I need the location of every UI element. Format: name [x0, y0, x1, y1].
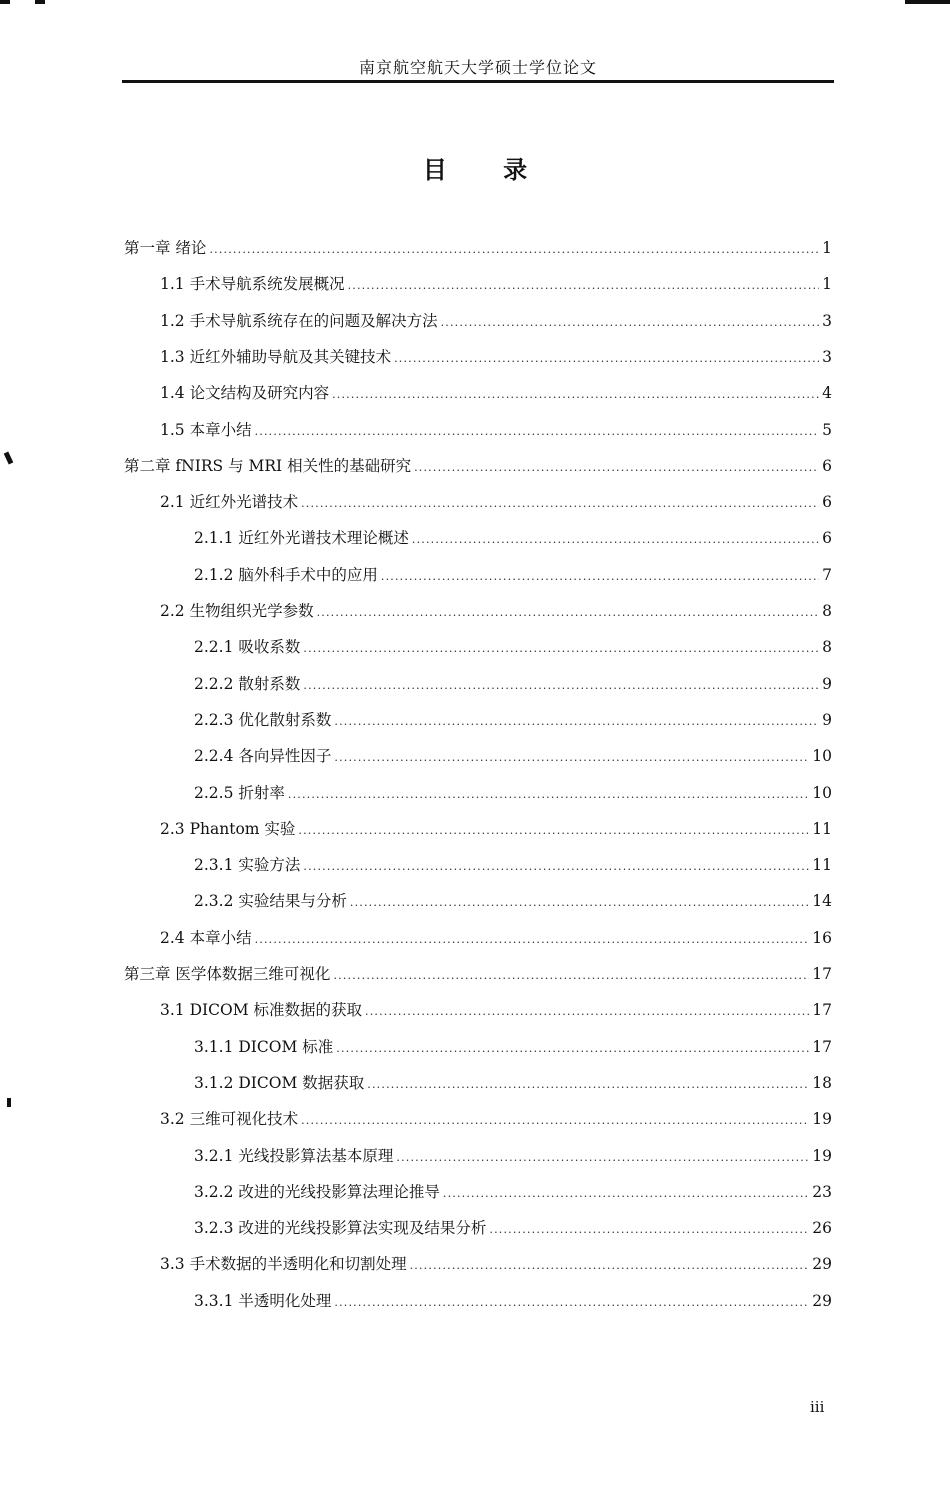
page-number: iii: [810, 1398, 825, 1416]
toc-entry-page: 11: [812, 856, 832, 875]
toc-entry-label: 2.3.1 实验方法: [194, 856, 301, 875]
toc-entry-page: 9: [822, 710, 832, 729]
toc-entry-label: 2.4 本章小结: [160, 928, 252, 947]
toc-entry[interactable]: [124, 781, 832, 805]
toc-entry-label: 2.2.1 吸收系数: [194, 638, 301, 657]
toc-entry-label: 2.2.5 折射率: [194, 783, 285, 802]
toc-entry[interactable]: [124, 381, 832, 405]
toc-leader-dots: [333, 964, 809, 988]
toc-entry[interactable]: [124, 272, 832, 296]
toc-title: 目 录: [422, 155, 552, 184]
toc-entry-page: 19: [812, 1146, 832, 1165]
toc-entry-page: 11: [812, 819, 832, 838]
toc-leader-dots: [209, 238, 819, 262]
toc-entry[interactable]: [124, 853, 832, 877]
toc-entry-label: 1.1 手术导航系统发展概况: [160, 275, 345, 294]
toc-leader-dots: [394, 347, 819, 371]
toc-entry-label: 第二章 fNIRS 与 MRI 相关性的基础研究: [124, 456, 412, 475]
toc-entry-label: 第三章 医学体数据三维可视化: [124, 965, 331, 983]
toc-entry-page: 29: [812, 1255, 832, 1274]
toc-entry[interactable]: [124, 418, 832, 442]
toc-entry-page: 16: [812, 928, 832, 947]
toc-entry-page: 8: [822, 602, 832, 620]
toc-entry-label: 3.1.2 DICOM 数据获取: [194, 1073, 365, 1092]
toc-entry[interactable]: [124, 490, 832, 514]
toc-entry-label: 3.1.1 DICOM 标准: [194, 1037, 334, 1056]
toc-entry-label: 2.1.1 近红外光谱技术理论概述: [194, 529, 409, 548]
toc-entry-page: 3: [822, 311, 832, 330]
toc-entry-page: 1: [822, 275, 832, 294]
toc-entry[interactable]: [124, 454, 832, 478]
toc-entry-label: 1.3 近红外辅助导航及其关键技术: [160, 347, 392, 366]
toc-entry-page: 18: [812, 1073, 832, 1092]
toc-leader-dots: [301, 1109, 809, 1133]
toc-leader-dots: [441, 311, 820, 335]
toc-leader-dots: [334, 710, 819, 734]
toc-leader-dots: [489, 1218, 809, 1242]
toc-entry-page: 19: [812, 1110, 832, 1129]
toc-entry-label: 3.2.2 改进的光线投影算法理论推导: [194, 1182, 440, 1201]
toc-leader-dots: [298, 819, 809, 843]
toc-entry[interactable]: [124, 672, 832, 696]
toc-entry-label: 3.3 手术数据的半透明化和切割处理: [160, 1255, 407, 1274]
toc-entry-label: 3.2.3 改进的光线投影算法实现及结果分析: [194, 1219, 487, 1238]
toc-entry-label: 3.1 DICOM 标准数据的获取: [160, 1001, 362, 1020]
toc-entry[interactable]: [124, 563, 832, 587]
toc-entry[interactable]: [124, 1035, 832, 1059]
toc-entry[interactable]: [124, 889, 832, 913]
toc-entry-label: 2.3.2 实验结果与分析: [194, 892, 347, 911]
toc-entry-page: 4: [822, 384, 832, 403]
toc-entry-page: 29: [812, 1291, 832, 1310]
toc-leader-dots: [334, 1291, 809, 1315]
toc-leader-dots: [367, 1073, 809, 1097]
toc-entry-page: 17: [812, 1001, 832, 1020]
toc-leader-dots: [336, 1037, 809, 1061]
toc-leader-dots: [365, 1000, 809, 1024]
toc-leader-dots: [348, 274, 820, 298]
toc-entry-label: 2.2 生物组织光学参数: [160, 602, 314, 620]
toc-entry[interactable]: [124, 1107, 832, 1131]
toc-leader-dots: [350, 891, 809, 915]
toc-entry-page: 6: [822, 493, 832, 512]
toc-entry-page: 8: [822, 638, 832, 657]
toc-entry[interactable]: [124, 309, 832, 333]
toc-leader-dots: [288, 783, 809, 807]
toc-leader-dots: [303, 674, 819, 698]
toc-entry-page: 3: [822, 347, 832, 366]
toc-entry-page: 1: [822, 239, 832, 257]
toc-entry[interactable]: [124, 744, 832, 768]
toc-entry-page: 5: [822, 420, 832, 439]
toc-entry[interactable]: [124, 962, 832, 986]
toc-leader-dots: [414, 456, 819, 480]
toc-entry[interactable]: [124, 817, 832, 841]
toc-entry[interactable]: [124, 1289, 832, 1313]
toc-leader-dots: [303, 637, 819, 661]
toc-entry-label: 3.2 三维可视化技术: [160, 1110, 299, 1129]
toc-entry-label: 第一章 绪论: [124, 239, 207, 257]
scan-mark-1: [0, 0, 10, 4]
toc-entry[interactable]: [124, 926, 832, 950]
running-header: 南京航空航天大学硕士学位论文: [358, 58, 597, 77]
toc-entry-label: 2.2.2 散射系数: [194, 674, 301, 693]
toc-entry-page: 7: [822, 565, 832, 584]
scan-mark-2: [35, 0, 45, 4]
toc-entry[interactable]: [124, 599, 832, 623]
toc-entry-label: 3.2.1 光线投影算法基本原理: [194, 1146, 394, 1165]
toc-entry-label: 2.1 近红外光谱技术: [160, 493, 299, 512]
toc-entry-label: 2.1.2 脑外科手术中的应用: [194, 565, 378, 584]
toc-entry[interactable]: [124, 236, 832, 260]
toc-entry-page: 23: [812, 1182, 832, 1201]
toc-entry-page: 26: [812, 1219, 832, 1238]
toc-entry[interactable]: [124, 1252, 832, 1276]
toc-leader-dots: [443, 1182, 809, 1206]
toc-entry-label: 1.5 本章小结: [160, 420, 252, 439]
toc-entry-page: 17: [812, 1037, 832, 1056]
toc-leader-dots: [410, 1254, 810, 1278]
toc-entry[interactable]: [124, 635, 832, 659]
toc-entry[interactable]: [124, 998, 832, 1022]
toc-entry[interactable]: [124, 1180, 832, 1204]
toc-entry[interactable]: [124, 526, 832, 550]
toc-entry-label: 2.3 Phantom 实验: [160, 819, 296, 838]
toc-entry-label: 2.2.3 优化散射系数: [194, 710, 332, 729]
toc-entry-page: 14: [812, 892, 832, 911]
header-rule: [122, 80, 834, 83]
toc-entry[interactable]: [124, 1144, 832, 1168]
toc-entry[interactable]: [124, 1071, 832, 1095]
toc-leader-dots: [301, 492, 819, 516]
toc-leader-dots: [396, 1146, 809, 1170]
toc-entry-label: 2.2.4 各向异性因子: [194, 747, 332, 766]
toc-leader-dots: [332, 383, 819, 407]
toc-leader-dots: [255, 928, 810, 952]
toc-leader-dots: [303, 855, 809, 879]
toc-entry-page: 6: [822, 529, 832, 548]
toc-entry[interactable]: [124, 708, 832, 732]
toc-entry-page: 6: [822, 456, 832, 475]
toc-entry-label: 1.2 手术导航系统存在的问题及解决方法: [160, 311, 438, 330]
toc-leader-dots: [255, 420, 820, 444]
scan-mark-4: [4, 452, 14, 465]
toc-entry-page: 9: [822, 674, 832, 693]
toc-entry[interactable]: [124, 345, 832, 369]
toc-leader-dots: [412, 528, 819, 552]
toc-leader-dots: [334, 746, 809, 770]
toc-entry[interactable]: [124, 1216, 832, 1240]
scan-mark-5: [7, 1098, 11, 1107]
toc-entry-page: 10: [812, 783, 832, 802]
scan-mark-3: [905, 0, 950, 4]
toc-entry-page: 10: [812, 747, 832, 766]
toc-entry-page: 17: [812, 965, 832, 983]
toc-leader-dots: [317, 601, 820, 625]
toc-entry-label: 1.4 论文结构及研究内容: [160, 384, 330, 403]
toc-entry-label: 3.3.1 半透明化处理: [194, 1291, 332, 1310]
toc-leader-dots: [381, 565, 819, 589]
